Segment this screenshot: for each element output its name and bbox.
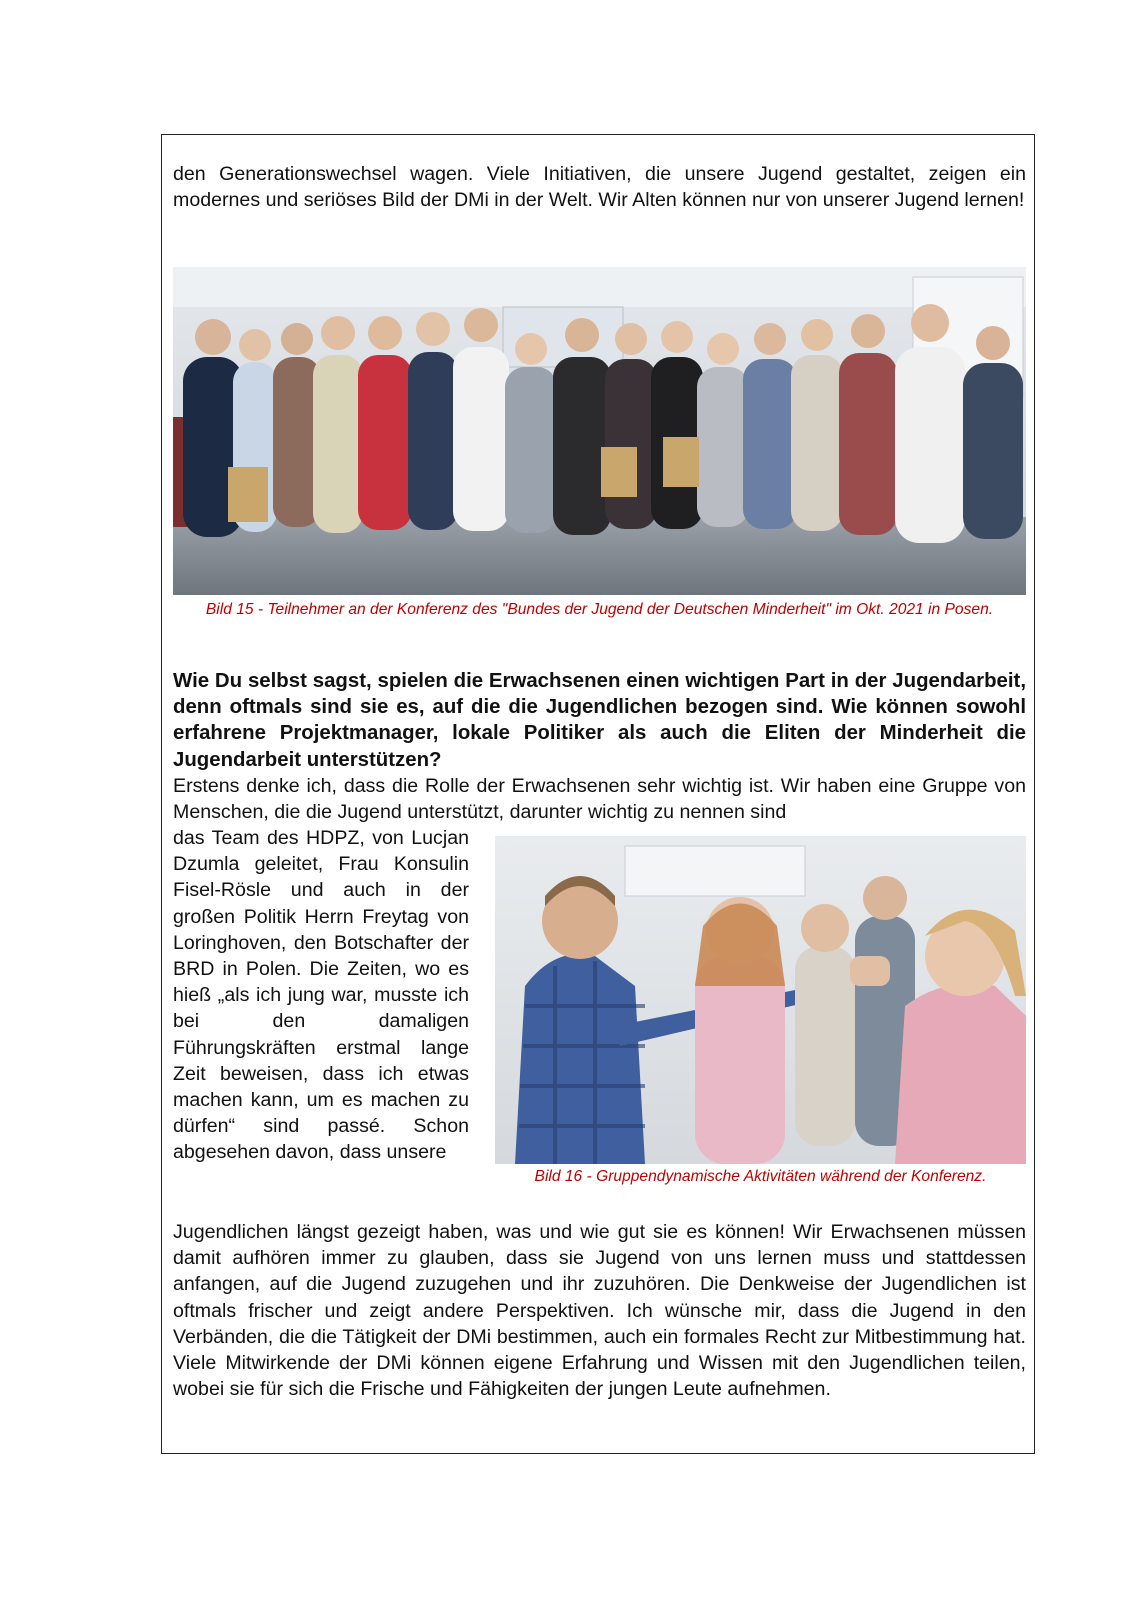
paragraph-closing: Jugendlichen längst gezeigt haben, was und wie gut sie es können! Wir Erwachsenen müssen damit aufhören immer zu glauben, dass sie Jugend von uns lernen muss und stattdessen anfangen, auf die Jugend zuzugehen und ihr zuzuhören. Die Denkweise der Jugendlichen ist oftmals frischer und zeigt andere Perspektiven. Ich wünsche mir, dass die Jugend in den Verbänden, die die Tätigkeit der DMi bestimmen, auch ein formales Recht zur Mitbestimmung hat. Viele Mitwirkende der DMi können eigene Erfahrung und Wissen mit den Jugendlichen teilen, wobei sie für sich die Frische und Fähigkeiten der jungen Leute aufnehmen. [173, 1221, 1026, 1401]
interview-question: Wie Du selbst sagst, spielen die Erwachsenen einen wichtigen Part in der Jugendarbeit, denn oftmals sind sie es, auf die die Jugendlichen bezogen sind. Wie können sowohl erfahrene Projektmanager, lokale Politiker als auch die Eliten der Minderheit die Jugendarbeit unterstützen? [173, 670, 1026, 771]
figure-caption-15: Bild 15 - Teilnehmer an der Konferenz des "Bundes der Jugend der Deutschen Minderheit" im Okt. 2021 in Posen. [205, 601, 994, 618]
figure-caption-16: Bild 16 - Gruppendynamische Aktivitäten während der Konferenz. [534, 1168, 987, 1185]
paragraph-wrapped: das Team des HDPZ, von Lucjan Dzumla geleitet, Frau Konsulin Fisel-Rösle und auch in der großen Politik Herrn Freytag von Loringhoven, den Botschafter der BRD in Polen. Die Zeiten, wo es hieß „als ich jung war, musste ich bei den damaligen Führungskräften erstmal lange Zeit beweisen, dass ich etwas machen kann, um es machen zu dürfen“ sind passé. Schon abgesehen davon, dass unsere [173, 827, 469, 1164]
paragraph-answer-start: Erstens denke ich, dass die Rolle der Erwachsenen sehr wichtig ist. Wir haben eine Gruppe von Menschen, die die Jugend unterstützt, darunter wichtig zu nennen sind [173, 775, 1026, 824]
paragraph-intro: den Generationswechsel wagen. Viele Initiativen, die unsere Jugend gestaltet, zeigen ein modernes und seriöses Bild der DMi in der Welt. Wir Alten können nur von unserer Jugend lernen! [173, 163, 1026, 212]
activity-photo [495, 836, 1026, 1164]
group-photo [173, 267, 1026, 595]
